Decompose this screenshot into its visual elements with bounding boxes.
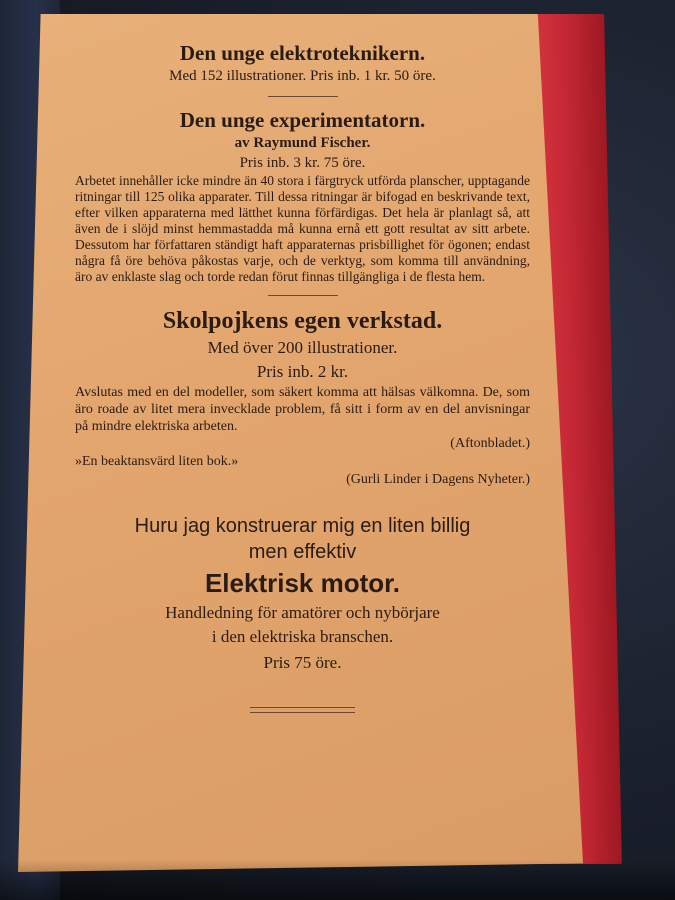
- book3-price: Pris inb. 2 kr.: [256, 362, 349, 381]
- book3-review1-source: (Aftonbladet.): [450, 436, 530, 451]
- book2-title: Den unge experimentatorn.: [179, 108, 426, 132]
- book3-illustrations: Med över 200 illustrationer.: [207, 338, 398, 357]
- divider: [268, 96, 338, 97]
- book1-subtitle: Med 152 illustrationer. Pris inb. 1 kr. 50 öre.: [169, 68, 436, 84]
- book1-title: Den unge elektroteknikern.: [179, 41, 426, 65]
- ornament-rule: [250, 707, 355, 713]
- cover-text: [75, 40, 530, 713]
- book4-subtitle-line2: i den elektriska branschen.: [211, 627, 394, 646]
- book2-price: Pris inb. 3 kr. 75 öre.: [239, 155, 366, 171]
- book4-title-line1: Huru jag konstruerar mig en liten billig: [134, 515, 471, 537]
- divider: [268, 295, 338, 296]
- book3-review2-source: (Gurli Linder i Dagens Nyheter.): [346, 472, 530, 487]
- book2-author: av Raymund Fischer.: [234, 135, 371, 151]
- book2-description: Arbetet innehåller icke mindre än 40 stora i färgtryck utförda planscher, upptagande ritningar till 125 olika apparater. Till dessa ritningar är bifogad en beskrivande text, efter vilken apparaterna med lätthet kunna förfärdigas. Det hela är planlagt så, att även de i slöjd minst hemmastadda må kunna ernå ett gott resultat av sitt arbete. Dessutom har författaren ständigt haft apparaternas prisbillighet för ögonen; endast några få öre behöva påkostas varje, och de verktyg, som komma till användning, äro av enklaste slag och torde redan förut finnas tillgängliga i de flesta hem.: [75, 173, 530, 284]
- book4-subtitle-line1: Handledning för amatörer och nybörjare: [165, 603, 440, 622]
- book3-description: Avslutas med en del modeller, som säkert komma att hälsas välkomna. De, som äro roade av litet mera invecklade problem, få sitt i form av en del anvisningar på mindre elektriska arbeten.: [75, 385, 530, 434]
- book3-review2: »En beaktansvärd liten bok.»: [75, 454, 239, 469]
- book3-title: Skolpojkens egen verkstad.: [162, 308, 443, 334]
- book4-title-main: Elektrisk motor.: [204, 568, 401, 598]
- bottom-shadow: [0, 860, 675, 900]
- book4-title-line2: men effektiv: [248, 541, 357, 563]
- book4-price: Pris 75 öre.: [263, 653, 342, 672]
